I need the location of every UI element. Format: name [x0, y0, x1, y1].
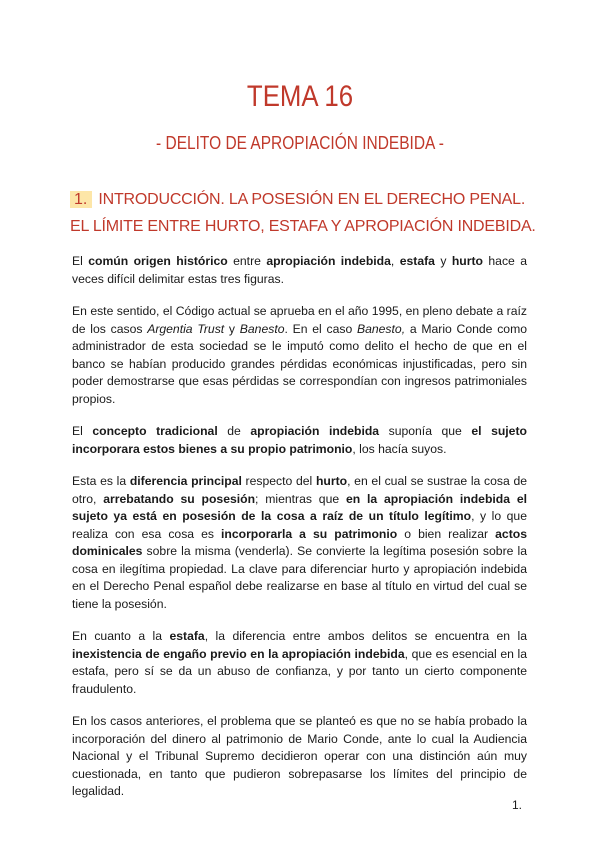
text: , [390, 254, 400, 268]
bold-term: concepto tradicional [92, 424, 218, 438]
bold-term: incorporarla a su patrimonio [221, 526, 398, 541]
text: entre [227, 254, 267, 268]
bold-term: común origen histórico [88, 254, 228, 268]
text: sobre la misma (venderla). Se convierte la legítima posesión sobre la cosa en ilegítima propiedad. La clave para diferenciar hurto y apropiación indebida en el Derecho Penal español debe realizarse en base al título en virtud del cual se tiene la posesión. [72, 544, 527, 611]
text: a Mario Conde como administrador de esta sociedad se le imputó como delito el hecho de que en el banco se habían producido grandes pérdidas económicas injustificadas, pero sin poder demostrarse que esas pérdidas se correspondían con ingresos patrimoniales propios. [72, 321, 527, 406]
bold-term: inexistencia de engaño previo en la apropiación indebida [72, 646, 405, 661]
text: Esta es la [72, 474, 130, 488]
text: hace a veces difícil delimitar estas tres figuras. [72, 254, 527, 286]
paragraph-3 [72, 423, 527, 458]
text: En los casos anteriores, el problema que se planteó es que no se había probado la incorporación del dinero al patrimonio de Mario Conde, ante lo cual la Audiencia Nacional y el Tribunal Supremo decidieron operar con una distinción aún muy cuestionada, en tanto que pudieron sobrepasarse los límites del principio de legalidad. [72, 714, 527, 798]
bold-term: en la apropiación indebida el sujeto ya está en posesión de la cosa a raíz de un título legítimo [72, 491, 527, 523]
text: En cuanto a la [72, 629, 170, 643]
paragraph-2 [72, 303, 527, 408]
text: En este sentido, el Código actual se aprueba en el año 1995, en pleno debate a raíz de los casos [72, 304, 527, 336]
bold-term: actos dominicales [72, 526, 527, 558]
text: y [434, 254, 452, 268]
text: y [224, 321, 240, 336]
text: El [72, 254, 89, 268]
text: suponía que [379, 424, 472, 438]
bold-term: el sujeto incorporara estos bienes a su propio patrimonio [72, 424, 527, 456]
italic-term: Argentia Trust [147, 321, 225, 336]
text: de [217, 424, 251, 438]
text: , en el cual se sustrae la cosa de otro, [72, 474, 528, 506]
text: , y lo que realiza con esa cosa es [72, 509, 527, 541]
text: respecto del [241, 474, 316, 488]
bold-term: apropiación indebida [250, 424, 380, 438]
text: o bien realizar [397, 526, 496, 541]
italic-term: Banesto, [356, 321, 406, 336]
bold-term: hurto [315, 474, 348, 488]
bold-term: estafa [169, 629, 205, 643]
text: ; mientras que [255, 491, 346, 506]
bold-term: diferencia principal [129, 474, 242, 488]
text: , que es esencial en la estafa, pero sí se da un abuso de confianza, y por tanto un cierto componente fraudulento. [72, 646, 527, 696]
paragraph-1 [72, 253, 527, 288]
bold-term: apropiación indebida [266, 254, 391, 268]
text: , los hacía suyos. [352, 441, 447, 456]
bold-term: arrebatando su posesión [103, 491, 256, 506]
page-number: 1. [512, 798, 523, 812]
text: . En el caso [284, 321, 357, 336]
document-body [72, 253, 527, 816]
text: , la diferencia entre ambos delitos se encuentra en la [204, 629, 527, 643]
section-heading-text: INTRODUCCIÓN. LA POSESIÓN EN EL DERECHO PENAL. EL LÍMITE ENTRE HURTO, ESTAFA Y APROPIACIÓN INDEBIDA. [70, 191, 536, 235]
section-heading [70, 186, 540, 240]
paragraph-6 [72, 713, 527, 801]
text: El [72, 424, 93, 438]
paragraph-4 [72, 473, 527, 613]
page-title: TEMA 16 [246, 80, 354, 113]
paragraph-5 [72, 628, 527, 698]
page-subtitle: - DELITO DE APROPIACIÓN INDEBIDA - [156, 133, 444, 153]
italic-term: Banesto [239, 321, 285, 336]
bold-term: hurto [451, 254, 483, 268]
section-number: 1. [70, 191, 92, 208]
bold-term: estafa [399, 254, 435, 268]
